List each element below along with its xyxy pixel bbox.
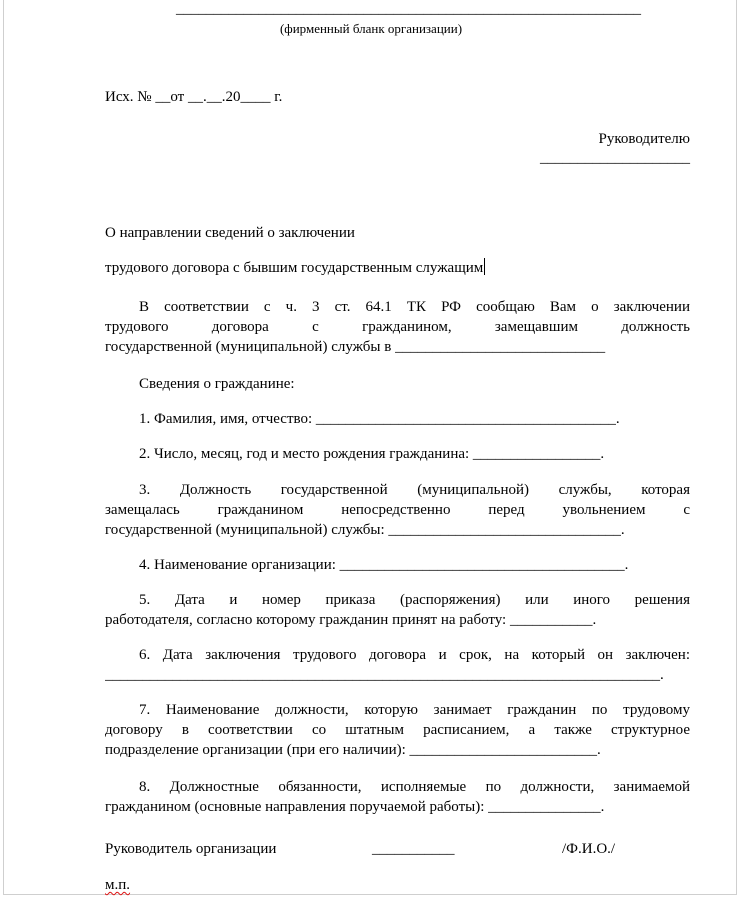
item-5 [105,590,690,630]
item-5-line-2: работодателя, согласно которому гражданин принят на работу: ___________. [105,612,597,628]
stamp-place [105,876,130,895]
item-7-line-1: 7. Наименование должности, которую занимает гражданин по трудовому [139,702,690,718]
signature-line: ___________ [372,841,455,857]
intro-line-3: государственной (муниципальной) службы в ____________________________ [105,339,606,355]
signature-fio: /Ф.И.О./ [562,841,616,857]
addressee-line: ____________________ [540,150,690,166]
item-4 [105,555,690,575]
item-2-text: 2. Число, месяц, год и место рождения гражданина: _________________. [139,446,605,462]
item-6-line-1: 6. Дата заключения трудового договора и срок, на который он заключен: [139,647,690,663]
intro-line-1: В соответствии с ч. 3 ст. 64.1 ТК РФ сообщаю Вам о заключении [139,299,690,315]
outgoing-number: Исх. № __от __.__.20____ г. [105,89,283,105]
intro-paragraph [105,297,690,357]
item-5-line-1: 5. Дата и номер приказа (распоряжения) или иного решения [139,592,690,608]
subject-line-2-text: трудового договора с бывшим государственным служащим [105,260,484,276]
subject-line-2 [105,258,485,278]
signature-label: Руководитель организации [105,841,277,857]
item-6 [105,645,690,685]
info-heading-text: Сведения о гражданине: [139,376,295,392]
item-7-line-3: подразделение организации (при его наличии): _________________________. [105,742,601,758]
item-1-text: 1. Фамилия, имя, отчество: ________________________________________. [139,411,620,427]
item-2 [105,444,690,464]
item-8-line-1: 8. Должностные обязанности, исполняемые по должности, занимаемой [139,779,690,795]
item-3-line-1: 3. Должность государственной (муниципальной) службы, которая [139,482,690,498]
item-1 [105,409,690,429]
subject-line-1: О направлении сведений о заключении [105,225,355,241]
item-8-line-2: гражданином (основные направления поручаемой работы): _______________. [105,799,605,815]
item-8 [105,777,690,817]
item-4-text: 4. Наименование организации: ______________________________________. [139,557,629,573]
letterhead-caption: (фирменный бланк организации) [279,21,463,36]
intro-line-2: трудового договора с гражданином, замещавшим должность [105,319,690,335]
stamp-text: м.п. [105,877,131,893]
text-cursor [484,258,485,275]
item-7-line-2: договору в соответствии со штатным расписанием, а также структурное [105,722,690,738]
item-3-line-2: замещалась гражданином непосредственно перед увольнением с [105,502,690,518]
item-7 [105,700,690,760]
item-3 [105,480,690,540]
letterhead-line: ______________________________________________________________ [176,1,641,17]
info-heading [105,374,690,394]
item-6-line-2: __________________________________________________________________________. [105,667,664,683]
addressee-title: Руководителю [598,131,690,147]
item-3-line-3: государственной (муниципальной) службы: _______________________________. [105,522,625,538]
